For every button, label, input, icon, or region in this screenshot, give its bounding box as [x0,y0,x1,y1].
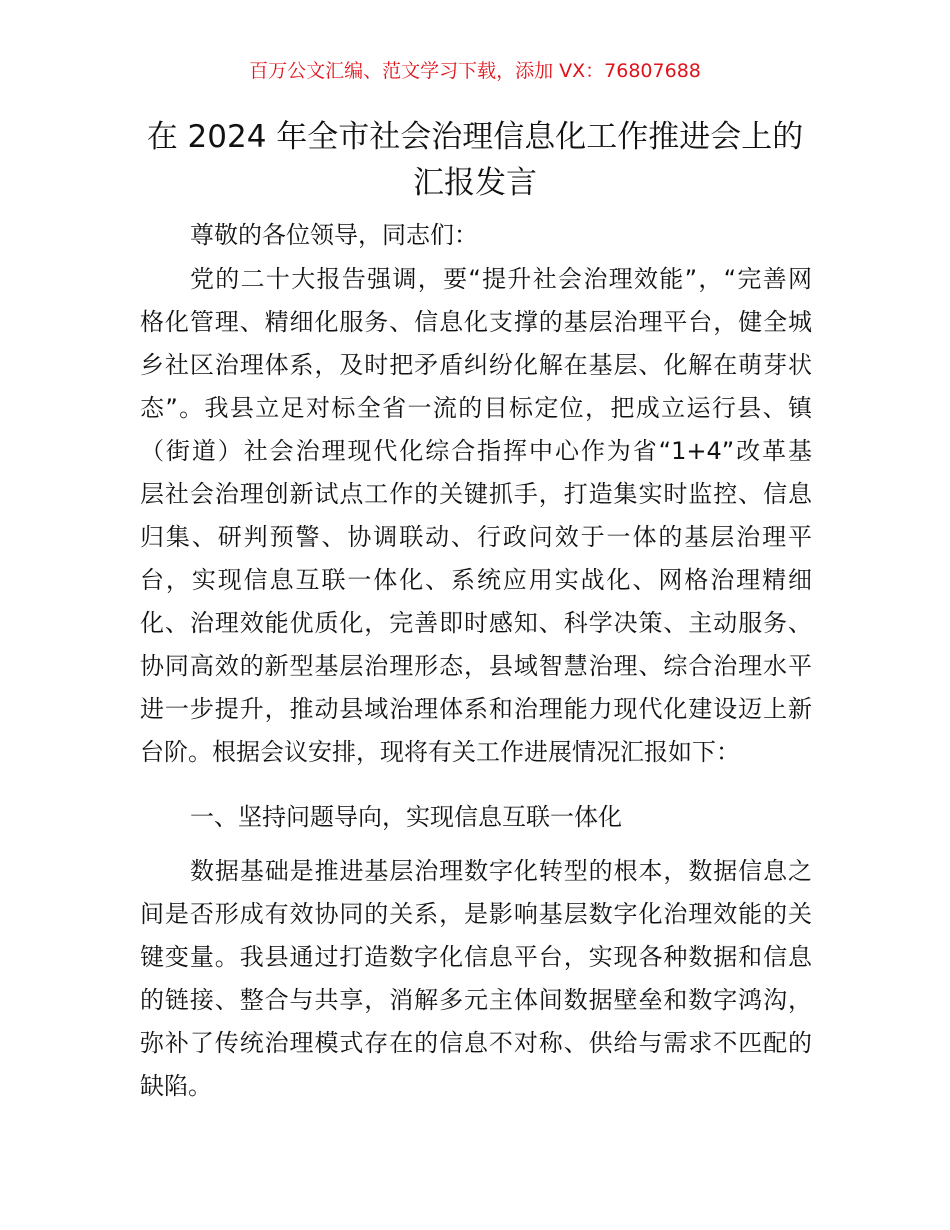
section-heading: 一、坚持问题导向，实现信息互联一体化 [190,803,622,831]
paragraph-line: 键变量。我县通过打造数字化信息平台，实现各种数据和信息 [140,943,812,971]
paragraph-line: 化、治理效能优质化，完善即时感知、科学决策、主动服务、 [140,609,812,637]
paragraph-line: 态”。我县立足对标全省一流的目标定位，把成立运行县、镇 [140,394,812,422]
paragraph-line: 进一步提升，推动县域治理体系和治理能力现代化建设迈上新 [140,695,812,723]
paragraph-line: 归集、研判预警、协调联动、行政问效于一体的基层治理平 [140,523,812,551]
paragraph-line: 弥补了传统治理模式存在的信息不对称、供给与需求不匹配的 [140,1029,812,1057]
paragraph-line: 缺陷。 [140,1072,212,1100]
paragraph-line: 格化管理、精细化服务、信息化支撑的基层治理平台，健全城 [140,308,812,336]
paragraph-line: 协同高效的新型基层治理形态，县域智慧治理、综合治理水平 [140,652,812,680]
title-line-2: 汇报发言 [413,165,537,201]
paragraph-line: 台阶。根据会议安排，现将有关工作进展情况汇报如下： [140,738,740,766]
paragraph-line: 间是否形成有效协同的关系，是影响基层数字化治理效能的关 [140,900,812,928]
paragraph-line: 乡社区治理体系，及时把矛盾纠纷化解在基层、化解在萌芽状 [140,351,812,379]
paragraph-line: 数据基础是推进基层治理数字化转型的根本，数据信息之 [190,857,812,885]
watermark-header: 百万公文汇编、范文学习下载，添加 VX：76807688 [249,60,701,82]
paragraph-line: 层社会治理创新试点工作的关键抓手，打造集实时监控、信息 [140,480,812,508]
salutation: 尊敬的各位领导，同志们： [190,221,478,249]
paragraph-line: 的链接、整合与共享，消解多元主体间数据壁垒和数字鸿沟， [140,986,812,1014]
paragraph-line: 党的二十大报告强调，要“提升社会治理效能”，“完善网 [190,265,812,293]
title-line-1: 在 2024 年全市社会治理信息化工作推进会上的 [146,119,804,155]
paragraph-line: 台，实现信息互联一体化、系统应用实战化、网格治理精细 [140,566,812,594]
document-title [0,114,950,206]
paragraph-line: （街道）社会治理现代化综合指挥中心作为省“1+4”改革基 [140,437,812,465]
